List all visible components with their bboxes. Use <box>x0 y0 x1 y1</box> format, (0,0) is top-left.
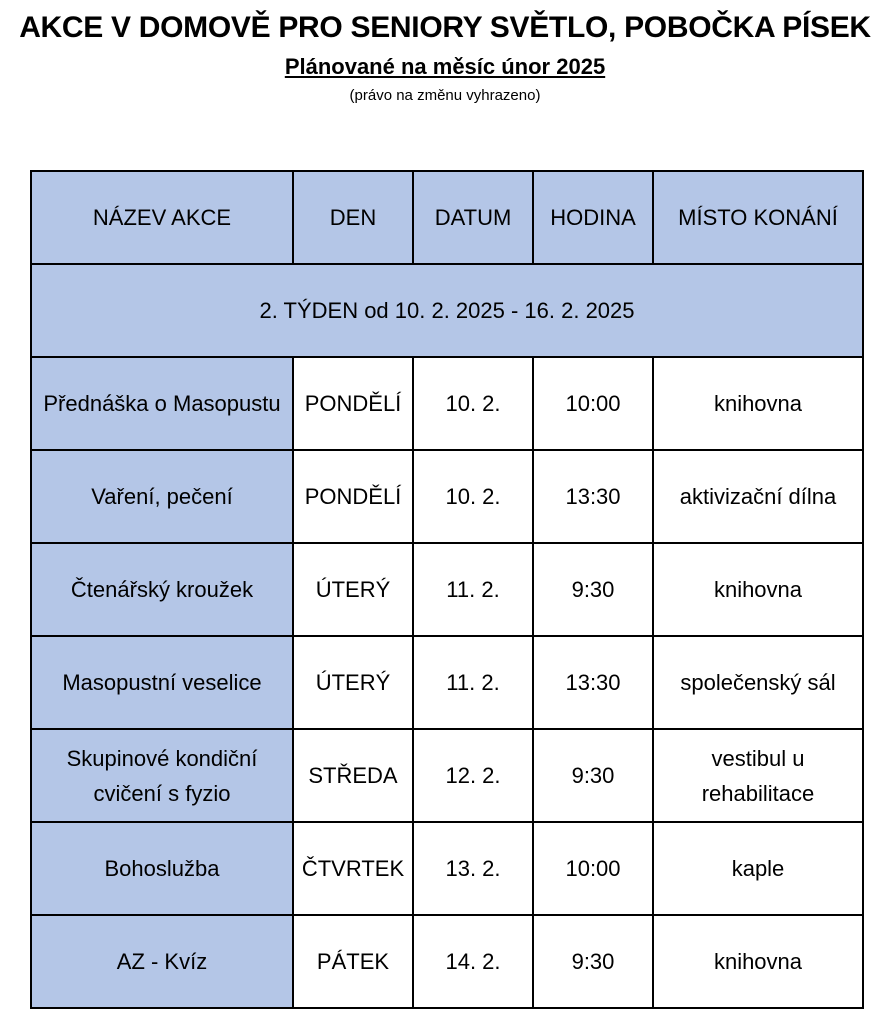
event-date-cell: 11. 2. <box>413 636 533 729</box>
event-name-cell: AZ - Kvíz <box>31 915 293 1008</box>
event-place-cell: knihovna <box>653 357 863 450</box>
event-time-cell: 9:30 <box>533 543 653 636</box>
event-date-cell: 13. 2. <box>413 822 533 915</box>
event-time-cell: 10:00 <box>533 822 653 915</box>
page-subtitle: Plánované na měsíc únor 2025 <box>284 54 606 79</box>
event-place-cell: společenský sál <box>653 636 863 729</box>
event-place-cell: knihovna <box>653 915 863 1008</box>
event-date-cell: 14. 2. <box>413 915 533 1008</box>
week-row <box>31 264 863 357</box>
event-day-cell: PONDĚLÍ <box>293 357 413 450</box>
event-time-cell: 10:00 <box>533 357 653 450</box>
event-day-cell: PONDĚLÍ <box>293 450 413 543</box>
event-date-cell: 12. 2. <box>413 729 533 822</box>
event-name-cell: Čtenářský kroužek <box>31 543 293 636</box>
column-header-day: DEN <box>293 171 413 264</box>
event-day-cell: STŘEDA <box>293 729 413 822</box>
event-time-cell: 9:30 <box>533 729 653 822</box>
column-header-time: HODINA <box>533 171 653 264</box>
table-row <box>31 543 863 636</box>
event-name-cell: Bohoslužba <box>31 822 293 915</box>
table-row <box>31 450 863 543</box>
event-time-cell: 13:30 <box>533 450 653 543</box>
column-header-name: NÁZEV AKCE <box>31 171 293 264</box>
event-date-cell: 10. 2. <box>413 450 533 543</box>
event-day-cell: ÚTERÝ <box>293 543 413 636</box>
table-row <box>31 915 863 1008</box>
column-header-place: MÍSTO KONÁNÍ <box>653 171 863 264</box>
table-row <box>31 357 863 450</box>
event-name-cell: Masopustní veselice <box>31 636 293 729</box>
table-row <box>31 636 863 729</box>
table-row <box>31 822 863 915</box>
event-place-cell: knihovna <box>653 543 863 636</box>
event-date-cell: 11. 2. <box>413 543 533 636</box>
table-header-row <box>31 171 863 264</box>
table-row <box>31 729 863 822</box>
event-place-cell: aktivizační dílna <box>653 450 863 543</box>
event-day-cell: ČTVRTEK <box>293 822 413 915</box>
events-table <box>30 170 864 1009</box>
page-title: AKCE V DOMOVĚ PRO SENIORY SVĚTLO, POBOČKA PÍSEK <box>19 11 871 44</box>
event-name-cell: Přednáška o Masopustu <box>31 357 293 450</box>
event-date-cell: 10. 2. <box>413 357 533 450</box>
event-name-cell: Vaření, pečení <box>31 450 293 543</box>
event-place-cell: vestibul u rehabilitace <box>653 729 863 822</box>
event-place-cell: kaple <box>653 822 863 915</box>
event-time-cell: 9:30 <box>533 915 653 1008</box>
event-day-cell: ÚTERÝ <box>293 636 413 729</box>
event-time-cell: 13:30 <box>533 636 653 729</box>
event-name-cell: Skupinové kondiční cvičení s fyzio <box>31 729 293 822</box>
column-header-date: DATUM <box>413 171 533 264</box>
week-label: 2. TÝDEN od 10. 2. 2025 - 16. 2. 2025 <box>31 264 863 357</box>
disclaimer-note: (právo na změnu vyhrazeno) <box>349 87 541 104</box>
event-day-cell: PÁTEK <box>293 915 413 1008</box>
